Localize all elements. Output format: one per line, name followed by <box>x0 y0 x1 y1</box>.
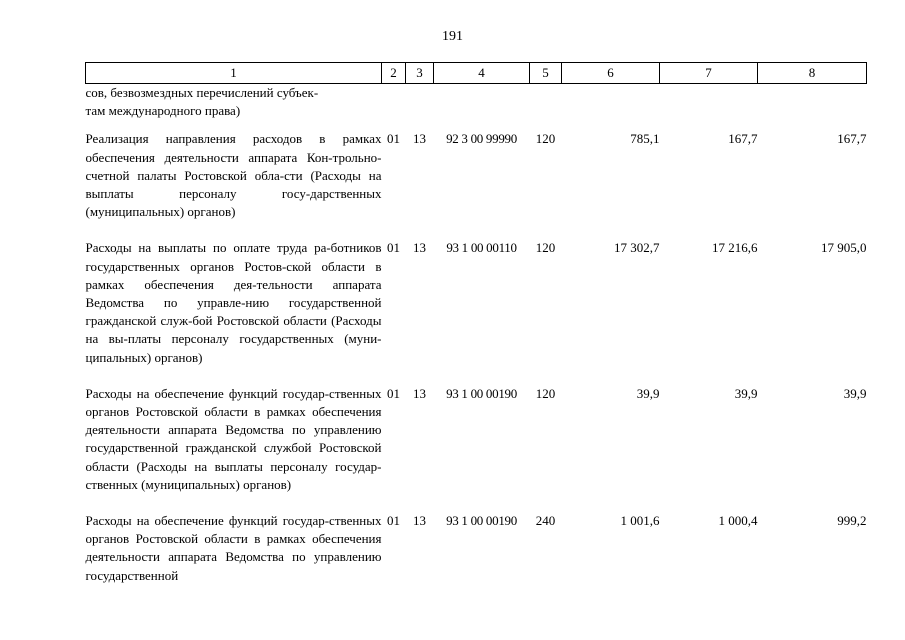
row-expense-type: 120 <box>535 385 556 401</box>
column-header-5: 5 <box>530 63 562 84</box>
row-target-article: 92 3 00 99990 <box>446 131 517 147</box>
table-row <box>86 126 867 235</box>
row-amount-col6: 39,9 <box>636 385 660 401</box>
row-description: Расходы на выплаты по оплате труда ра-ботников государственных органов Ростов-ской области в рамках обеспечения дея-тельности аппарата Ведомства по управле-нию государственной гражданской служ-бой Ростовской области (Расходы на вы-платы персоналу государственных (муни-ципальных) органов) <box>85 240 382 365</box>
column-header-3: 3 <box>406 63 434 84</box>
row-target-article: 93 1 00 00110 <box>446 240 517 256</box>
row-amount-col8: 999,2 <box>837 513 867 529</box>
column-header-8: 8 <box>758 63 867 84</box>
column-number-header-row <box>86 63 867 84</box>
continuation-text: сов, безвозмездных перечислений субъек- там международного права) <box>85 85 319 119</box>
row-section: 01 <box>387 513 400 529</box>
column-header-2: 2 <box>382 63 406 84</box>
row-amount-col7: 39,9 <box>734 385 758 401</box>
row-subsection: 13 <box>413 131 426 147</box>
row-expense-type: 120 <box>535 131 556 147</box>
row-amount-col8: 17 905,0 <box>821 240 867 256</box>
column-header-6: 6 <box>562 63 660 84</box>
row-amount-col7: 17 216,6 <box>712 240 758 256</box>
row-expense-type: 120 <box>535 240 556 256</box>
row-target-article: 93 1 00 00190 <box>446 385 517 401</box>
row-amount-col7: 1 000,4 <box>718 513 758 529</box>
row-description: Реализация направления расходов в рамках обеспечения деятельности аппарата Кон-трольно-счетной палаты Ростовской обла-сти (Расходы на выплаты персоналу госу-дарственных (муниципальных) органов) <box>85 131 382 220</box>
table-row <box>86 235 867 380</box>
column-header-4: 4 <box>434 63 530 84</box>
budget-table <box>85 62 867 599</box>
row-amount-col6: 17 302,7 <box>614 240 660 256</box>
row-section: 01 <box>387 385 400 401</box>
row-subsection: 13 <box>413 385 426 401</box>
continuation-row <box>86 84 867 127</box>
row-description: Расходы на обеспечение функций государ-ственных органов Ростовской области в рамках обеспечения деятельности аппарата Ведомства по управлению государственной гражданской службой Ростовской области (Расходы на выплаты персоналу государ-ственных (муниципальных) органов) <box>85 385 382 492</box>
row-description: Расходы на обеспечение функций государ-ственных органов Ростовской области в рамках обеспечения деятельности аппарата Ведомства по управлению государственной <box>85 513 382 583</box>
row-amount-col8: 39,9 <box>843 385 867 401</box>
table-row <box>86 381 867 508</box>
row-amount-col8: 167,7 <box>837 131 867 147</box>
row-amount-col7: 167,7 <box>728 131 758 147</box>
row-subsection: 13 <box>413 240 426 256</box>
row-amount-col6: 785,1 <box>630 131 660 147</box>
column-header-7: 7 <box>660 63 758 84</box>
row-target-article: 93 1 00 00190 <box>446 513 517 529</box>
column-header-1: 1 <box>86 63 382 84</box>
row-expense-type: 240 <box>535 513 556 529</box>
table-row <box>86 508 867 599</box>
row-section: 01 <box>387 131 400 147</box>
row-amount-col6: 1 001,6 <box>620 513 660 529</box>
page-number: 191 <box>442 29 463 44</box>
row-subsection: 13 <box>413 513 426 529</box>
row-section: 01 <box>387 240 400 256</box>
